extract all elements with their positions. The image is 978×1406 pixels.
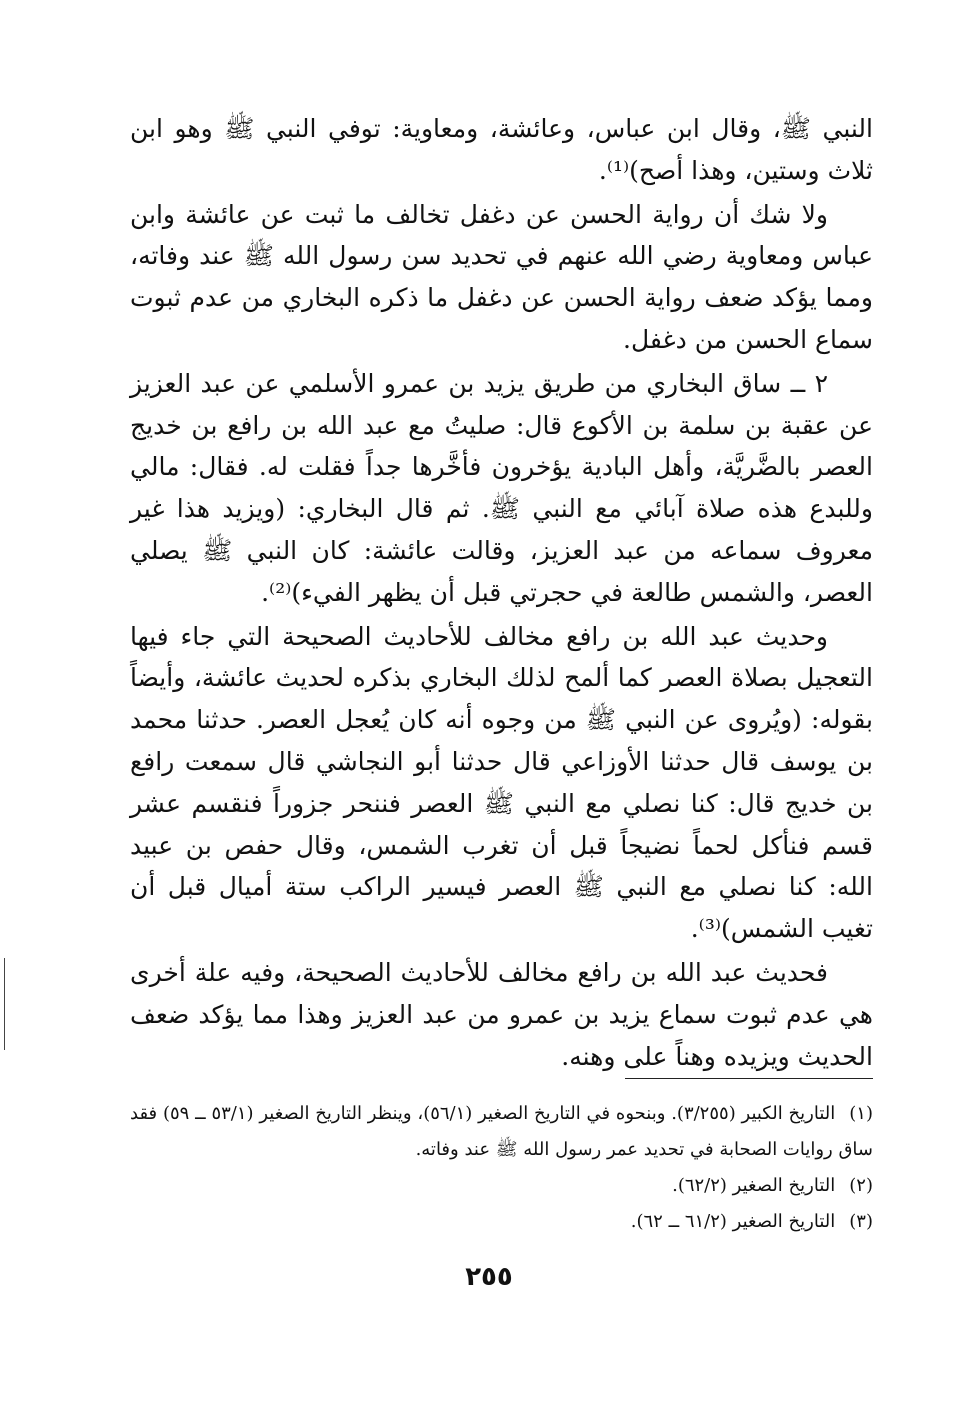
footnote-text: التاريخ الصغير (٦٢/٢). [672, 1175, 836, 1196]
footnote-divider [625, 1078, 873, 1079]
paragraph: ٢ ــ ساق البخاري من طريق يزيد بن عمرو الأسلمي عن عبد العزيز عن عقبة بن سلمة بن الأكوع قال: صليتُ مع عبد الله بن رافع بن خديج العصر بالضَّريَّة، وأهل البادية يؤخرون فأخَّرها جداً فقلت له. فقال: مالي وللبدع هذه صلاة آبائي مع النبي ﷺ. ثم قال البخاري: (ويزيد هذا غير معروف سماعه من عبد العزيز، وقالت عائشة: كان النبي ﷺ يصلي العصر، والشمس طالعة في حجرتي قبل أن يظهر الفيء)⁽²⁾. [130, 368, 873, 607]
paragraph: وحديث عبد الله بن رافع مخالف للأحاديث الصحيحة التي جاء فيها التعجيل بصلاة العصر كما ألمح لذلك البخاري بذكره لحديث عائشة، وأيضاً بقوله: (ويُروى عن النبي ﷺ من وجوه أنه كان يُعجل العصر. حدثنا محمد بن يوسف قال حدثنا الأوزاعي قال حدثنا أبو النجاشي قال سمعت رافع بن خديج قال: كنا نصلي مع النبي ﷺ العصر فننحر جزوراً فنقسم عشر قسم فنأكل لحماً نضيجاً قبل أن تغرب الشمس، وقال حفص بن عبيد الله: كنا نصلي مع النبي ﷺ العصر فيسير الراكب ستة أميال قبل أن تغيب الشمس)⁽³⁾. [130, 621, 873, 944]
footnote [130, 1204, 873, 1240]
paragraph: النبي ﷺ، وقال ابن عباس، وعائشة، ومعاوية: توفي النبي ﷺ وهو ابن ثلاث وستين، وهذا أصح)⁽¹⁾. [130, 114, 873, 185]
page-number: ٢٥٥ [465, 1262, 513, 1292]
footnote-text: التاريخ الصغير (٦١/٢ ــ ٦٢). [630, 1211, 836, 1232]
margin-line [4, 958, 5, 1050]
footnote-number: (٢) [849, 1175, 873, 1196]
footnotes [130, 1096, 873, 1240]
paragraph: ولا شك أن رواية الحسن عن دغفل تخالف ما ثبت عن عائشة وابن عباس ومعاوية رضي الله عنهم في تحديد سن رسول الله ﷺ عند وفاته، ومما يؤكد ضعف رواية الحسن عن دغفل ما ذكره البخاري من عدم ثبوت سماع الحسن من دغفل. [130, 199, 873, 354]
footnote-number: (١) [849, 1103, 873, 1124]
footnote-number: (٣) [849, 1211, 873, 1232]
main-text [130, 108, 873, 1077]
paragraph: فحديث عبد الله بن رافع مخالف للأحاديث الصحيحة، وفيه علة أخرى هي عدم ثبوت سماع يزيد بن عمرو من عبد العزيز وهذا مما يؤكد ضعف الحديث ويزيده وهناً على وهنه. [130, 957, 873, 1071]
footnote [130, 1096, 873, 1168]
footnote [130, 1168, 873, 1204]
footnote-text: التاريخ الكبير (٣/٢٥٥). وبنحوه في التاريخ الصغير (٥٦/١)، وينظر التاريخ الصغير (٥٣/١ ــ ٥٩) فقد ساق روايات الصحابة في تحديد عمر رسول الله ﷺ عند وفاته. [130, 1103, 873, 1160]
